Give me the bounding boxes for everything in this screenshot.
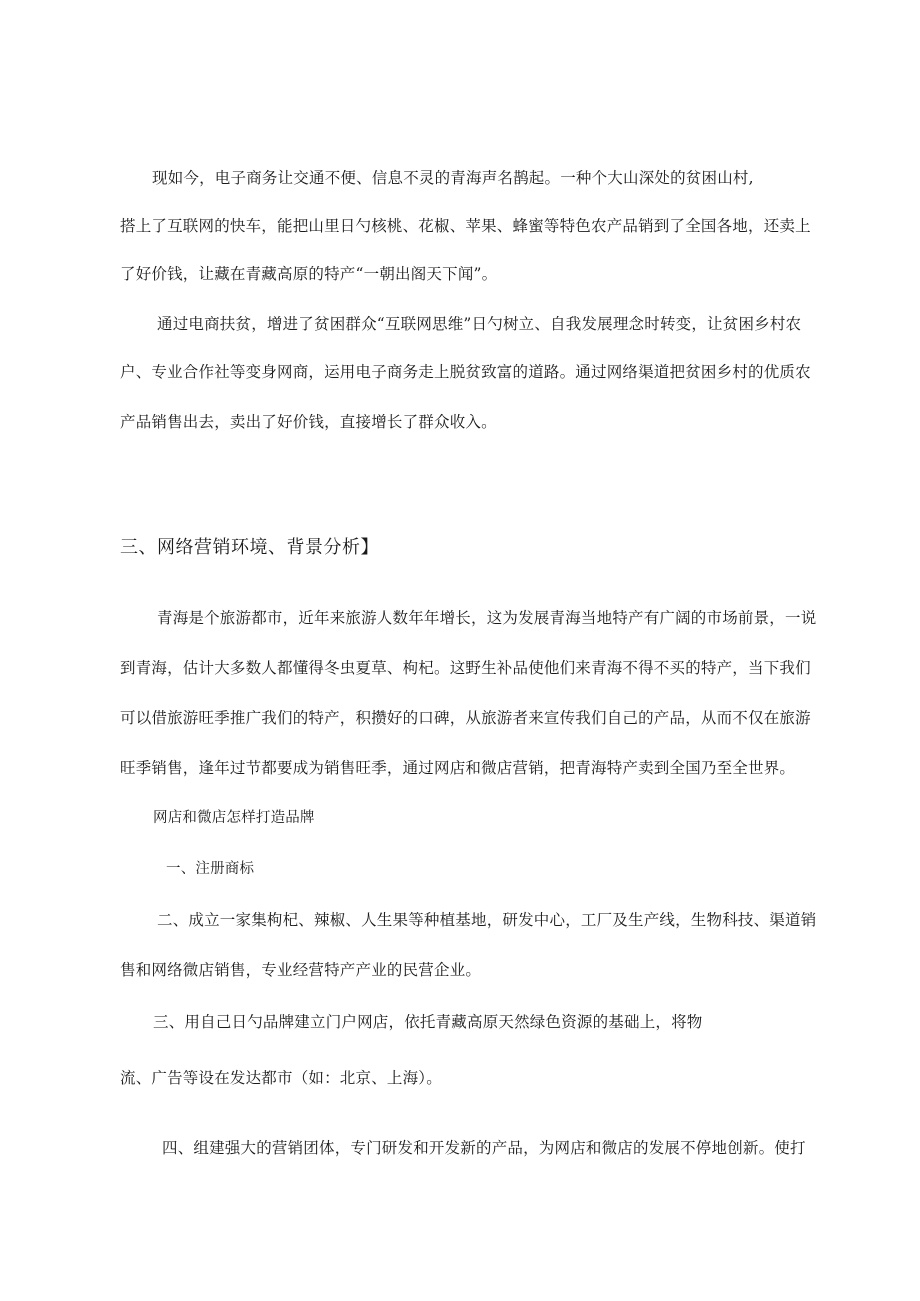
paragraph-2-line-2: 户、专业合作社等变身网商，运用电子商务走上脱贫致富的道路。通过网络渠道把贫困乡村的优质农	[120, 363, 811, 381]
list-item-3-line-2: 流、广告等设在发达都市（如：北京、上海）。	[120, 1069, 442, 1087]
section-heading: 三、网络营销环境、背景分析】	[120, 537, 379, 558]
list-item-2-line-1: 二、成立一家集枸杞、辣椒、人生果等种植基地，研发中心，工厂及生产线，生物科技、渠道销	[157, 911, 817, 929]
paragraph-3-line-1: 青海是个旅游都市，近年来旅游人数年年增长，这为发展青海当地特产有广阔的市场前景，一说	[157, 609, 817, 627]
list-item-1: 一、注册商标	[166, 861, 255, 877]
list-item-4-line-1: 四、组建强大的营销团体，专门研发和开发新的产品，为网店和微店的发展不停地创新。使打	[162, 1139, 806, 1157]
paragraph-3-line-3: 可以借旅游旺季推广我们的特产，积攒好的口碑，从旅游者来宣传我们自己的产品，从而不仅在旅游	[120, 709, 811, 727]
paragraph-2-line-1: 通过电商扶贫，增进了贫困群众“互联网思维”日勺树立、自我发展理念时转变，让贫困乡村农	[157, 315, 802, 333]
list-item-3-line-1: 三、用自己日勺品牌建立门户网店，依托青藏高原天然绿色资源的基础上，将物	[153, 1013, 703, 1031]
paragraph-1-line-1: 现如今，电子商务让交通不便、信息不灵的青海声名鹊起。一种个大山深处的贫困山村,	[152, 169, 754, 187]
paragraph-1-line-2: 搭上了互联网的快车，能把山里日勺核桃、花椒、苹果、蜂蜜等特色农产品销到了全国各地，还卖上	[120, 217, 811, 235]
paragraph-2-line-3: 产品销售出去，卖出了好价钱，直接增长了群众收入。	[120, 413, 497, 431]
list-item-2-line-2: 售和网络微店销售，专业经营特产产业的民营企业。	[120, 961, 482, 979]
paragraph-3-line-2: 到青海，估计大多数人都懂得冬虫夏草、枸杞。这野生补品使他们来青海不得不买的特产，当下我们	[120, 659, 811, 677]
paragraph-1-line-3: 了好价钱，让藏在青藏高原的特产“一朝出阁天下闻”。	[120, 265, 498, 283]
brand-building-subheading: 网店和微店怎样打造品牌	[153, 810, 315, 826]
paragraph-3-line-4: 旺季销售，逢年过节都要成为销售旺季，通过网店和微店营销，把青海特产卖到全国乃至全世界。	[120, 759, 796, 777]
